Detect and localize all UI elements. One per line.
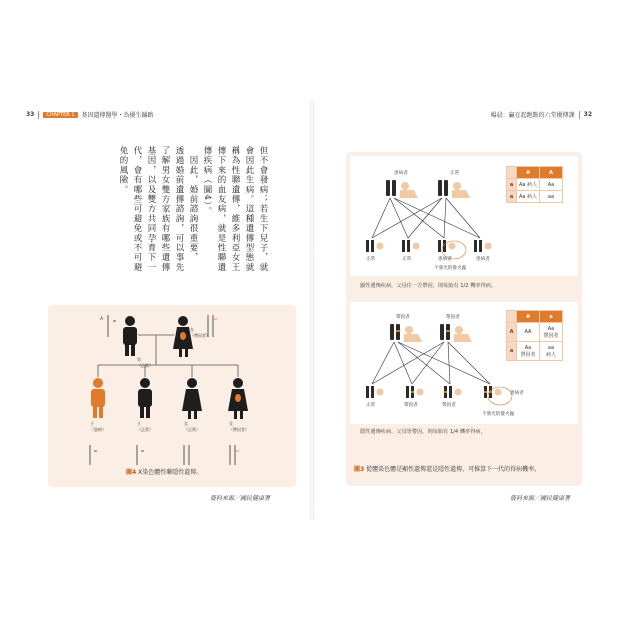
recessive-child-1: 正常 <box>366 403 376 408</box>
figure4-panel <box>48 305 296 487</box>
figure4-caption <box>126 467 202 476</box>
dominant-parents <box>386 180 470 198</box>
dominant-diagram <box>350 156 578 276</box>
header-divider <box>38 111 39 119</box>
punnett-row-allele: a <box>507 342 517 361</box>
dominant-punnett-square <box>506 166 563 203</box>
punnett-row-allele: a <box>507 191 517 203</box>
right-header-title: 楊晨：贏在起跑點的六堂優傳課 <box>490 112 575 119</box>
recessive-parent-right: 帶因者 <box>446 315 460 320</box>
header-divider <box>579 111 580 119</box>
child4-figure <box>228 378 248 419</box>
punnett-cell: Aa 帶因者 <box>517 342 540 361</box>
left-header <box>26 110 154 119</box>
punnett-cell: AA <box>517 323 540 342</box>
dominant-children <box>366 240 492 259</box>
body-text-column: 免的風險。 <box>118 146 128 195</box>
child2-label: 子 （正常） <box>137 421 153 432</box>
punnett-cell: aa <box>540 191 563 203</box>
book-spread <box>14 100 606 520</box>
father-label: 男 （正常） <box>137 357 153 368</box>
figure4-caption-num: 圖4 <box>126 469 137 476</box>
punnett-header: a <box>540 311 563 323</box>
child3-label: 女 （正常） <box>184 421 200 432</box>
dominant-child-2: 正常 <box>402 257 412 262</box>
body-text-vertical <box>116 146 270 316</box>
recessive-diagram <box>350 302 578 424</box>
mother-label: 女 （帶因者） <box>190 327 210 338</box>
body-text-column: 因此，婚前諮詢很重要， <box>188 146 198 263</box>
right-page <box>314 100 606 520</box>
dominant-arrows <box>372 198 480 238</box>
body-text-column: 透過婚前遺傳諮詢，可以事先 <box>174 146 184 273</box>
recessive-child-3: 帶因者 <box>442 403 456 408</box>
body-text-column: 代，會有哪些可避免或不可避 <box>132 146 142 273</box>
punnett-cell: Aa <box>540 179 563 191</box>
recessive-parent-left: 帶因者 <box>396 315 410 320</box>
recessive-punnett-square <box>506 310 563 361</box>
children-chromosomes <box>90 445 239 465</box>
dominant-child-3: 患病者 <box>438 257 452 262</box>
child1-figure <box>91 378 105 418</box>
right-header <box>491 110 592 119</box>
punnett-row-allele: a <box>507 179 517 191</box>
body-text-column: 會因此生病。這種遺傳型態就 <box>244 146 254 273</box>
child1-label: 子 （患病） <box>90 421 106 432</box>
punnett-header: A <box>517 167 540 179</box>
recessive-children <box>366 386 512 405</box>
body-text-column: 但不會發病；若生下兒子，就 <box>258 146 268 273</box>
recessive-arrows <box>372 342 490 384</box>
punnett-corner <box>507 167 517 179</box>
punnett-row-allele: A <box>507 323 517 342</box>
page-number-right: 32 <box>583 111 592 118</box>
page-number-left: 33 <box>26 111 35 118</box>
figure3-caption-text: 從體染色體是顯性遺傳還是隱性遺傳，可推算下一代的得病機率。 <box>366 466 541 473</box>
dominant-parent-left: 患病者 <box>394 171 408 176</box>
punnett-cell: aa 病人 <box>540 342 563 361</box>
punnett-corner <box>507 311 517 323</box>
punnett-cell: Aa 病人 <box>517 191 540 203</box>
child2-figure <box>138 378 152 418</box>
punnett-cell: Aa 帶因者 <box>540 323 563 342</box>
body-text-column: 了解男女雙方家族有哪些遺傳 <box>160 146 170 273</box>
body-text-column: 傳下來的血友病，就是性聯遺 <box>216 146 226 273</box>
recessive-child-4: 患病者 <box>510 391 524 396</box>
recessive-affected-note: 不發光的螢火蟲 <box>482 412 515 417</box>
source-left: 資料來源／國民健康署 <box>210 495 271 502</box>
punnett-header: A <box>517 311 540 323</box>
figure3-caption-num: 圖3 <box>354 466 365 473</box>
figure3-caption <box>354 464 540 473</box>
figure3-panel <box>346 152 582 486</box>
punnett-header: A <box>540 167 563 179</box>
allele-label-father: A <box>100 317 104 322</box>
figure4-pedigree <box>48 305 296 487</box>
child3-figure <box>182 378 202 419</box>
dominant-child-1: 正常 <box>366 257 376 262</box>
dominant-parent-right: 正常 <box>450 171 460 176</box>
figure4-caption-text: X染色體性聯隱性遺傳。 <box>138 469 203 476</box>
father-chromosome <box>108 315 116 337</box>
body-text-column: 稱為性聯遺傳，維多利亞女王 <box>230 146 240 273</box>
dominant-child-4: 患病者 <box>476 257 490 262</box>
chapter-chip: CHAPTER 1 <box>43 112 77 118</box>
recessive-note: 隱性遺傳疾病，父母皆帶因，則每胎有 1/4 機率得病。 <box>360 429 486 435</box>
left-header-title: 基因遺傳醫學・為優生鋪路 <box>81 112 154 119</box>
pedigree-lines <box>98 335 238 377</box>
recessive-child-2: 帶因者 <box>404 403 418 408</box>
dominant-note: 顯性遺傳疾病，父母任一方帶因，則每胎有 1/2 機率得病。 <box>360 283 497 289</box>
punnett-cell: Aa 病人 <box>517 179 540 191</box>
source-right: 資料來源／國民健康署 <box>510 495 571 502</box>
dominant-affected-note: 不發光的螢火蟲 <box>434 266 467 271</box>
body-text-column: 基因，以及雙方共同孕育下一 <box>146 146 156 273</box>
child4-label: 女 （帶因者） <box>229 421 249 432</box>
father-figure <box>123 316 137 356</box>
recessive-parents <box>390 324 472 342</box>
left-page <box>14 100 310 520</box>
body-text-column: 傳疾病（圖4）。 <box>202 146 212 217</box>
